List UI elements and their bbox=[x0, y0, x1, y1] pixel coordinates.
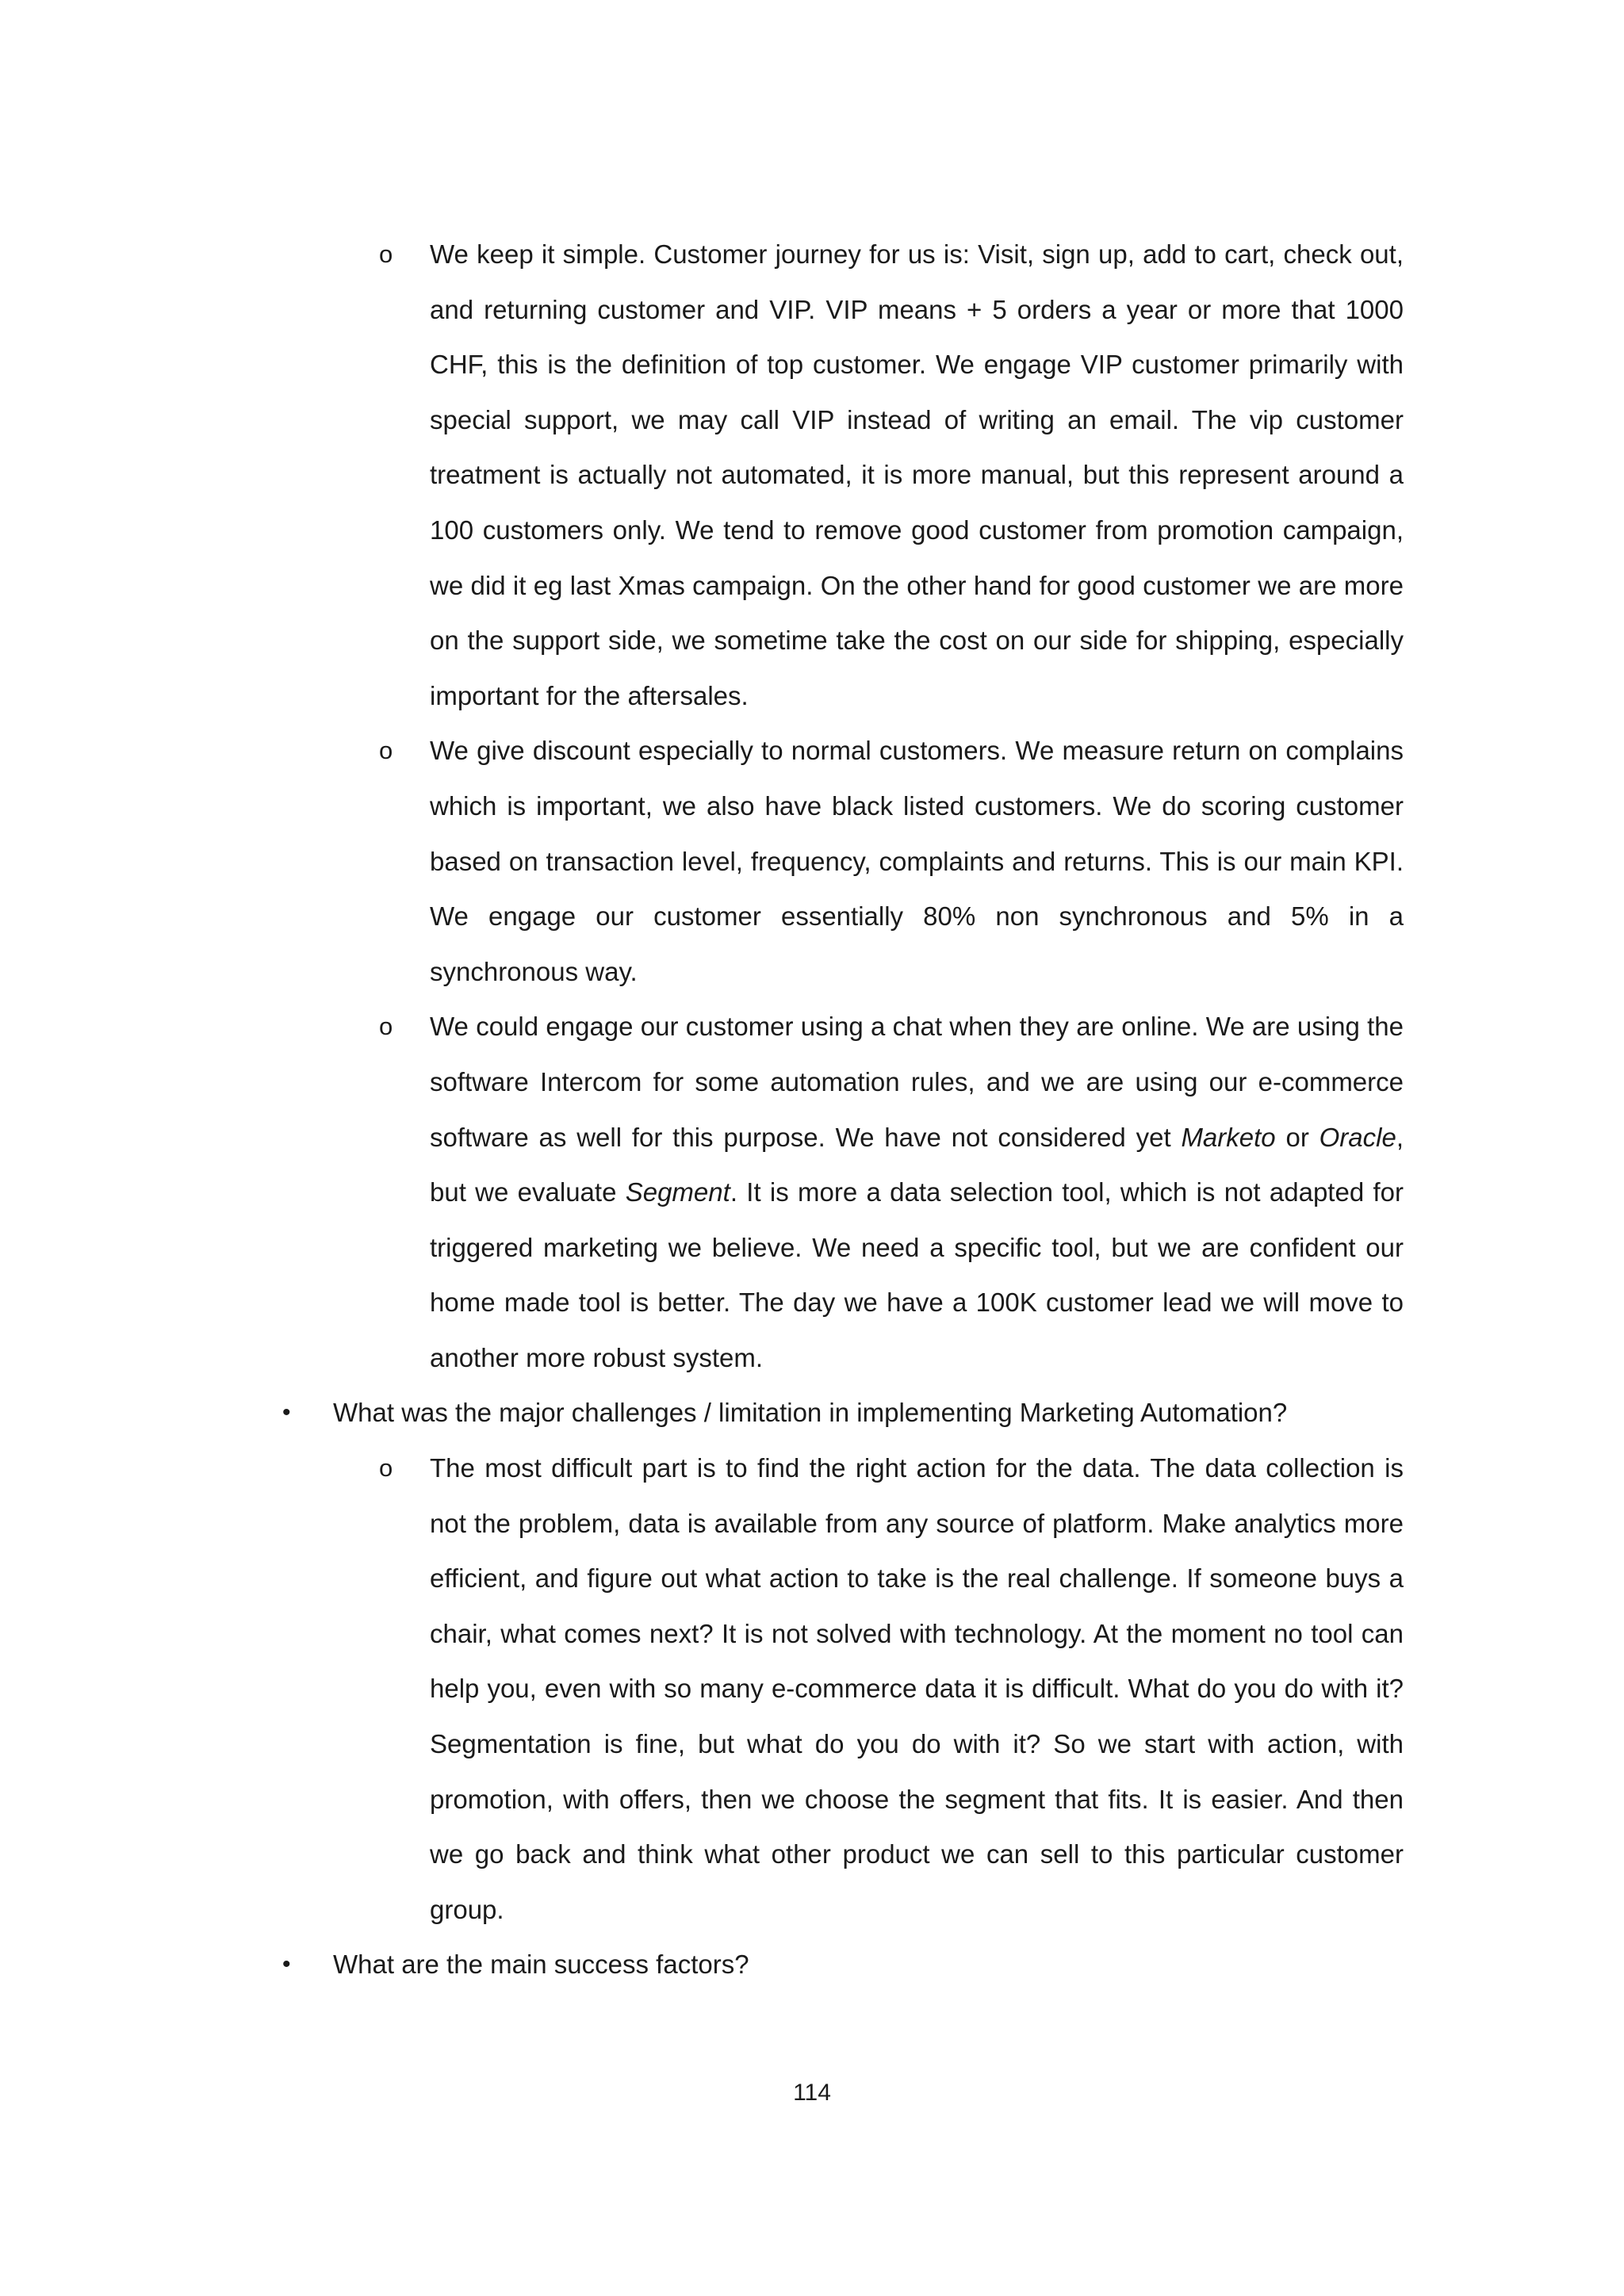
sub-list-item bbox=[270, 723, 1404, 999]
page-number: 114 bbox=[793, 2080, 831, 2106]
bullet-marker: • bbox=[282, 1951, 291, 1978]
sub-bullet-marker: o bbox=[379, 737, 393, 765]
sub-list-item bbox=[270, 227, 1404, 723]
sub-list-item bbox=[270, 999, 1404, 1385]
sub-list-item bbox=[270, 1441, 1404, 1937]
paragraph-text bbox=[430, 1441, 1404, 1937]
text-run: We could engage our customer using a chat when they are online. We are using the software Intercom for some automation rules, and we are using our e-commerce software as well for this purpose. We have not considered yet bbox=[430, 1012, 1404, 1152]
bullet-marker: • bbox=[282, 1399, 291, 1426]
text-run: We give discount especially to normal customers. We measure return on complains which is important, we also have black listed customers. We do scoring customer based on transaction level, frequency, complaints and returns. This is our main KPI. We engage our customer essentially 80% non synchronous and 5% in a synchronous way. bbox=[430, 736, 1404, 986]
sub-bullet-marker: o bbox=[379, 1012, 393, 1041]
italic-term: Segment bbox=[625, 1177, 730, 1207]
text-run: We keep it simple. Customer journey for us is: Visit, sign up, add to cart, check out, and returning customer and VIP. VIP means + 5 orders a year or more that 1000 CHF, this is the definition of top customer. We engage VIP customer primarily with special support, we may call VIP instead of writing an email. The vip customer treatment is actually not automated, it is more manual, but this represent around a 100 customers only. We tend to remove good customer from promotion campaign, we did it eg last Xmas campaign. On the other hand for good customer we are more on the support side, we sometime take the cost on our side for shipping, especially important for the aftersales. bbox=[430, 239, 1404, 710]
text-run: The most difficult part is to find the right action for the data. The data collection is not the problem, data is available from any source of platform. Make analytics more efficient, and figure out what action to take is the real challenge. If someone buys a chair, what comes next? It is not solved with technology. At the moment no tool can help you, even with so many e-commerce data it is difficult. What do you do with it? Segmentation is fine, but what do you do with it? So we start with action, with promotion, with offers, then we choose the segment that fits. It is easier. And then we go back and think what other product we can sell to this particular customer group. bbox=[430, 1453, 1404, 1924]
sub-bullet-marker: o bbox=[379, 1454, 393, 1483]
question-text: What are the main success factors? bbox=[333, 1950, 749, 1980]
page-content bbox=[270, 227, 1404, 1992]
paragraph-text bbox=[430, 999, 1404, 1385]
text-run: . It is more a data selection tool, which is not adapted for triggered marketing we believe. We need a specific tool, but we are confident our home made tool is better. The day we have a 100K customer lead we will move to another more robust system. bbox=[430, 1177, 1404, 1372]
question-text: What was the major challenges / limitation in implementing Marketing Automation? bbox=[333, 1398, 1288, 1428]
sub-bullet-marker: o bbox=[379, 240, 393, 268]
paragraph-text bbox=[430, 723, 1404, 999]
bullet-list-item bbox=[270, 1385, 1404, 1441]
text-run: or bbox=[1275, 1122, 1320, 1152]
paragraph-text bbox=[430, 227, 1404, 723]
text-run: , but we evaluate bbox=[430, 1122, 1404, 1207]
italic-term: Marketo bbox=[1181, 1122, 1276, 1152]
bullet-list-item bbox=[270, 1937, 1404, 1992]
italic-term: Oracle bbox=[1319, 1122, 1396, 1152]
